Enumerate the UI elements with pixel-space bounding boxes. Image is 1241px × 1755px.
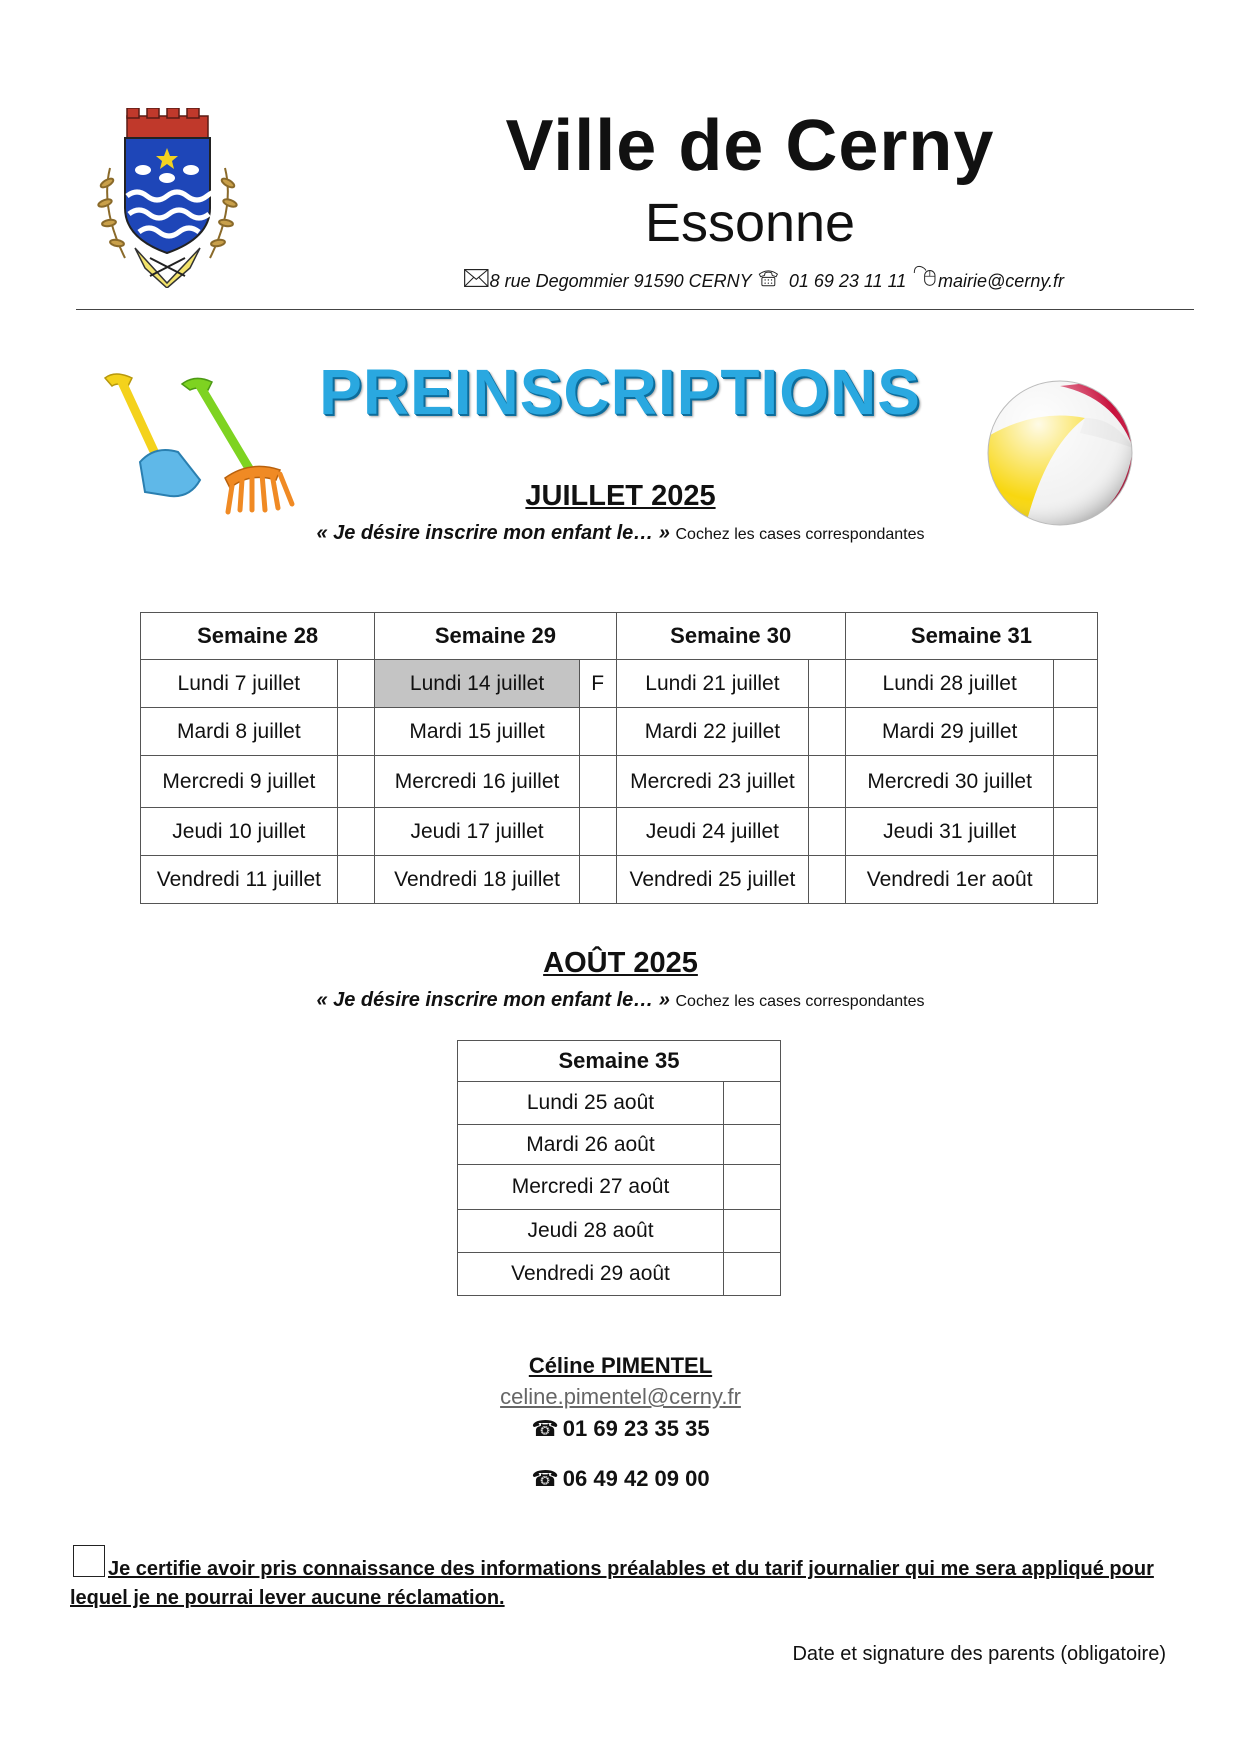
- day-checkbox[interactable]: [809, 660, 846, 708]
- day-label: Mardi 29 juillet: [845, 708, 1054, 756]
- day-checkbox[interactable]: [809, 708, 846, 756]
- day-checkbox[interactable]: [579, 856, 616, 904]
- week-header: Semaine 28: [141, 613, 375, 660]
- day-label: Mardi 8 juillet: [141, 708, 338, 756]
- august-instruction-hint: Cochez les cases correspondantes: [675, 993, 925, 1010]
- august-title: AOÛT 2025: [543, 947, 698, 979]
- day-label: Jeudi 31 juillet: [845, 808, 1054, 856]
- address-text: 8 rue Degommier 91590 CERNY: [489, 271, 752, 291]
- day-label: Jeudi 10 juillet: [141, 808, 338, 856]
- day-checkbox[interactable]: [1054, 708, 1098, 756]
- day-label: Jeudi 17 juillet: [375, 808, 580, 856]
- city-name: Ville de Cerny: [505, 106, 995, 186]
- week-header: Semaine 29: [375, 613, 616, 660]
- day-checkbox[interactable]: [724, 1125, 781, 1165]
- day-label: Jeudi 28 août: [458, 1210, 724, 1253]
- day-label: Vendredi 29 août: [458, 1253, 724, 1296]
- day-label: Vendredi 1er août: [845, 856, 1054, 904]
- day-checkbox[interactable]: [337, 856, 375, 904]
- week-header: Semaine 30: [616, 613, 845, 660]
- week-header: Semaine 31: [845, 613, 1097, 660]
- day-label: Mercredi 30 juillet: [845, 756, 1054, 808]
- day-label: Mercredi 27 août: [458, 1165, 724, 1210]
- page-title: PREINSCRIPTIONS: [319, 356, 921, 428]
- day-checkbox[interactable]: [809, 808, 846, 856]
- day-label: Jeudi 24 juillet: [616, 808, 809, 856]
- july-instruction-hint: Cochez les cases correspondantes: [675, 526, 925, 543]
- day-label: Mardi 15 juillet: [375, 708, 580, 756]
- certification-text: Je certifie avoir pris connaissance des informations préalables et du tarif journalier qui me sera appliqué pour lequel je ne pourrai lever aucune réclamation.: [70, 1558, 1154, 1609]
- email-text: mairie@cerny.fr: [938, 271, 1064, 291]
- contact-email-link[interactable]: celine.pimentel@cerny.fr: [500, 1384, 741, 1409]
- day-label: Mercredi 23 juillet: [616, 756, 809, 808]
- day-checkbox[interactable]: [1054, 856, 1098, 904]
- day-checkbox[interactable]: [724, 1165, 781, 1210]
- day-checkbox[interactable]: [1054, 660, 1098, 708]
- day-label-holiday: Lundi 14 juillet: [375, 660, 580, 708]
- contact-phone-1: [0, 1416, 1241, 1442]
- july-table: [140, 612, 1098, 904]
- august-instruction: [0, 989, 1241, 1012]
- week-header: Semaine 35: [458, 1041, 781, 1082]
- contact-line: [464, 258, 1064, 292]
- day-label: Lundi 25 août: [458, 1082, 724, 1125]
- day-checkbox[interactable]: [337, 708, 375, 756]
- day-checkbox[interactable]: [724, 1253, 781, 1296]
- city-crest-logo: [95, 108, 240, 288]
- mouse-icon: [913, 258, 936, 292]
- day-checkbox[interactable]: [337, 808, 375, 856]
- day-label: Mercredi 9 juillet: [141, 756, 338, 808]
- telephone-icon: ☎: [531, 1466, 559, 1491]
- day-label: Mercredi 16 juillet: [375, 756, 580, 808]
- day-label: Lundi 7 juillet: [141, 660, 338, 708]
- region-name: Essonne: [644, 193, 856, 253]
- day-checkbox[interactable]: [337, 756, 375, 808]
- august-table: [457, 1040, 781, 1296]
- day-checkbox[interactable]: [809, 756, 846, 808]
- telephone-icon: ☎: [531, 1416, 559, 1441]
- day-checkbox[interactable]: [1054, 756, 1098, 808]
- day-label: Vendredi 11 juillet: [141, 856, 338, 904]
- phone-number: 06 49 42 09 00: [562, 1466, 710, 1491]
- day-label: Vendredi 25 juillet: [616, 856, 809, 904]
- day-checkbox[interactable]: [579, 708, 616, 756]
- contact-phone-2: [0, 1466, 1241, 1492]
- august-instruction-quote: « Je désire inscrire mon enfant le… »: [316, 989, 670, 1011]
- phone-number: 01 69 23 35 35: [562, 1416, 710, 1441]
- day-checkbox[interactable]: [724, 1082, 781, 1125]
- july-instruction-quote: « Je désire inscrire mon enfant le… »: [316, 522, 670, 544]
- holiday-mark: F: [579, 660, 616, 708]
- contact-name: Céline PIMENTEL: [528, 1353, 713, 1378]
- day-label: Vendredi 18 juillet: [375, 856, 580, 904]
- day-label: Lundi 28 juillet: [845, 660, 1054, 708]
- day-checkbox[interactable]: [809, 856, 846, 904]
- july-instruction: [0, 522, 1241, 545]
- day-label: Mardi 22 juillet: [616, 708, 809, 756]
- day-checkbox[interactable]: [579, 756, 616, 808]
- day-checkbox[interactable]: [337, 660, 375, 708]
- day-checkbox[interactable]: [1054, 808, 1098, 856]
- signature-label: Date et signature des parents (obligatoire): [792, 1643, 1166, 1665]
- july-title: JUILLET 2025: [525, 480, 716, 512]
- day-label: Lundi 21 juillet: [616, 660, 809, 708]
- phone-text: 01 69 23 11 11: [788, 271, 907, 291]
- telephone-icon: [758, 264, 779, 292]
- day-checkbox[interactable]: [579, 808, 616, 856]
- envelope-icon: [464, 264, 489, 292]
- day-checkbox[interactable]: [724, 1210, 781, 1253]
- header-divider: [76, 309, 1194, 310]
- day-label: Mardi 26 août: [458, 1125, 724, 1165]
